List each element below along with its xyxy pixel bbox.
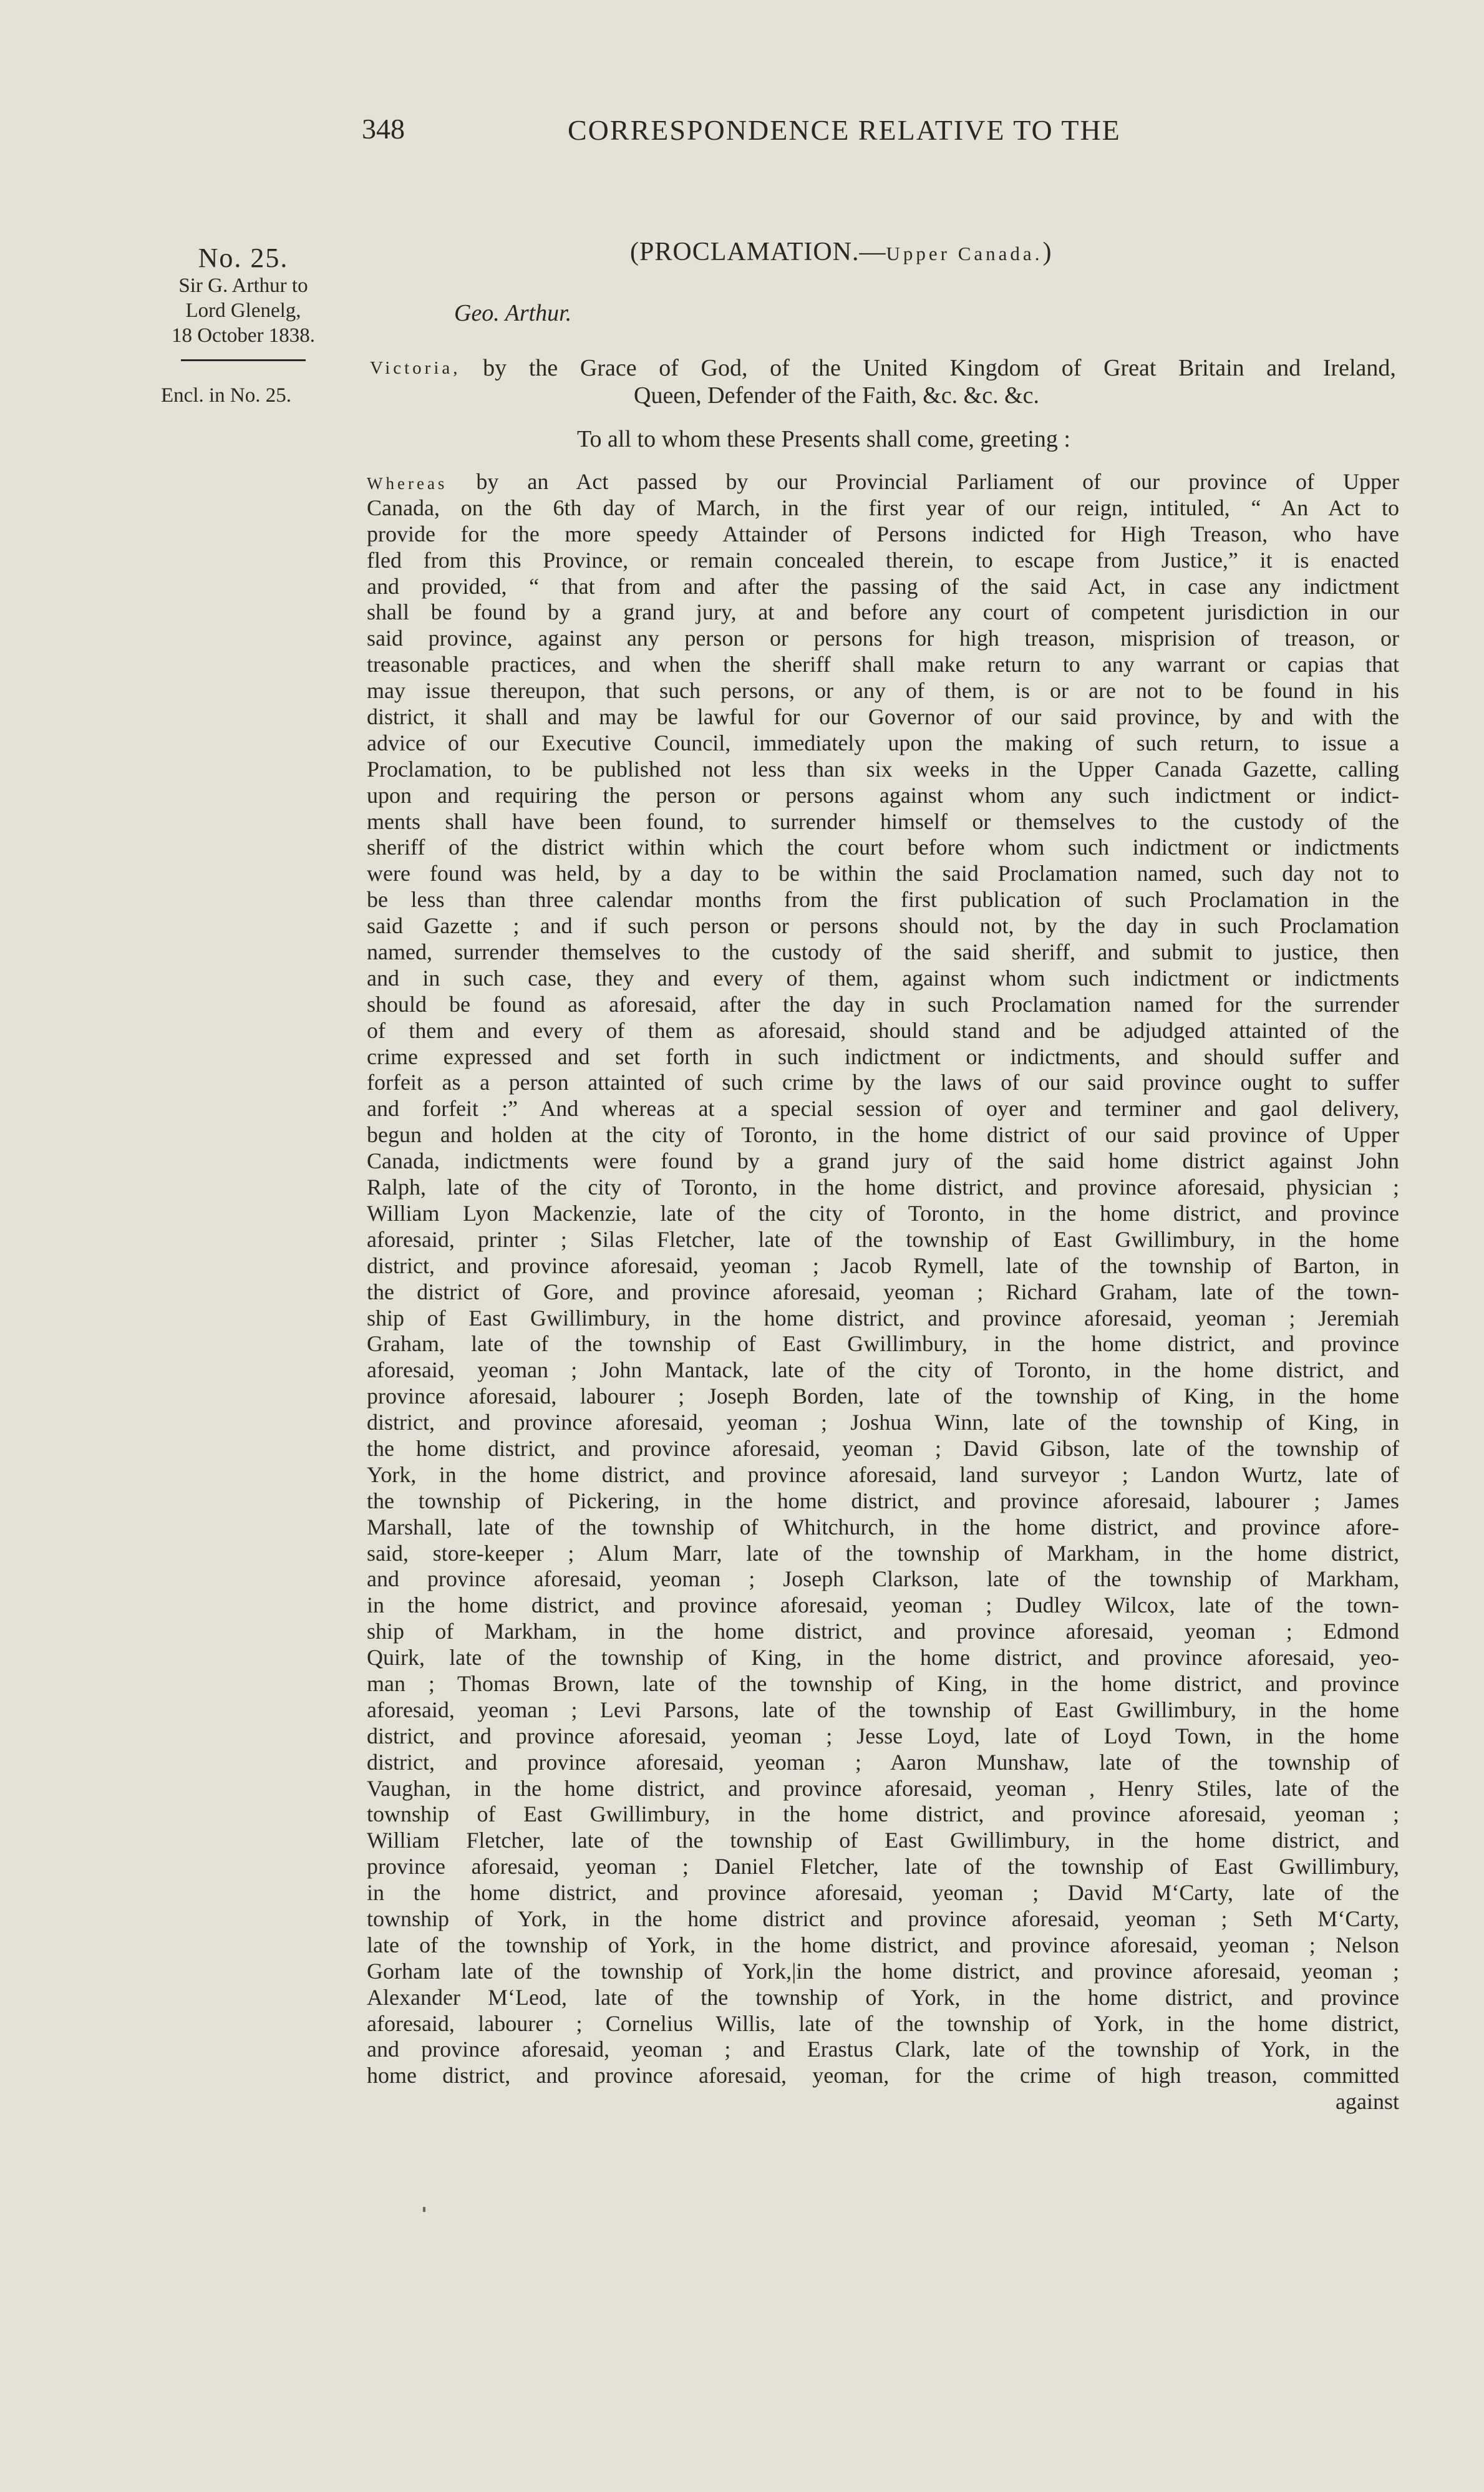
body-line: provide for the more speedy Attainder of Persons indicted for High Treason, who have	[367, 521, 1399, 546]
body-line: forfeit as a person attainted of such crime by the laws of our said province ought to suffer	[367, 1070, 1399, 1095]
royal-style-word: Grace	[580, 355, 637, 381]
royal-style-word: of	[770, 355, 790, 381]
royal-style-word: Ireland,	[1322, 355, 1396, 381]
royal-style-line-1	[370, 354, 1396, 382]
body-line: man ; Thomas Brown, late of the township of King, in the home district, and province	[367, 1670, 1399, 1696]
body-line: and forfeit :” And whereas at a special session of oyer and terminer and gaol delivery,	[367, 1096, 1399, 1122]
margin-rule	[181, 359, 306, 361]
body-line: Quirk, late of the township of King, in the home district, and province aforesaid, yeo-	[367, 1645, 1399, 1670]
body-line: Gorham late of the township of York,|in the home district, and province aforesaid, yeoman ;	[367, 1958, 1399, 1984]
proclamation-heading	[630, 237, 1052, 267]
body-line: should be found as aforesaid, after the day in such Proclamation named for the surrender	[367, 991, 1399, 1017]
body-line: aforesaid, printer ; Silas Fletcher, late of the township of East Gwillimbury, in the home	[367, 1226, 1399, 1252]
body-line: shall be found by a grand jury, at and before any court of competent jurisdiction in our	[367, 599, 1399, 625]
royal-style-word: Kingdom	[949, 355, 1040, 381]
body-line: upon and requiring the person or persons against whom any such indictment or indict-	[367, 782, 1399, 808]
body-line-text: by an Act passed by our Provincial Parliament of our province of Upper	[447, 469, 1399, 494]
royal-style-word: Britain	[1178, 355, 1244, 381]
heading-upper-canada: Upper Canada.	[886, 243, 1043, 264]
body-line: the district of Gore, and province aforesaid, yeoman ; Richard Graham, late of the town-	[367, 1279, 1399, 1304]
body-line: and province aforesaid, yeoman ; Joseph Clarkson, late of the township of Markham,	[367, 1566, 1399, 1592]
body-line: district, and province aforesaid, yeoman ; Jesse Loyd, late of Loyd Town, in the home	[367, 1723, 1399, 1748]
body-line: Ralph, late of the city of Toronto, in the home district, and province aforesaid, physician ;	[367, 1175, 1399, 1200]
royal-style	[370, 354, 1396, 409]
royal-style-word: Great	[1103, 355, 1157, 381]
royal-style-word: United	[863, 355, 928, 381]
body-line: province aforesaid, yeoman ; Daniel Fletcher, late of the township of East Gwillimbury,	[367, 1854, 1399, 1879]
body-line: Proclamation, to be published not less than six weeks in the Upper Canada Gazette, calling	[367, 756, 1399, 782]
body-line: named, surrender themselves to the custody of the said sheriff, and submit to justice, then	[367, 939, 1399, 965]
royal-style-word: by	[483, 355, 507, 381]
body-line: treasonable practices, and when the sheriff shall make return to any warrant or capias that	[367, 652, 1399, 677]
body-line: and in such case, they and every of them, against whom such indictment or indictments	[367, 965, 1399, 991]
body-line: township of East Gwillimbury, in the home district, and province aforesaid, yeoman ;	[367, 1801, 1399, 1827]
greeting: To all to whom these Presents shall come, greeting :	[577, 426, 1070, 452]
body-line: William Fletcher, late of the township of East Gwillimbury, in the home district, and	[367, 1828, 1399, 1853]
body-line: Canada, indictments were found by a grand jury of the said home district against John	[367, 1148, 1399, 1174]
margin-note	[131, 243, 356, 371]
margin-note-from: Sir G. Arthur to	[178, 274, 308, 297]
body-line: district, and province aforesaid, yeoman ; Aaron Munshaw, late of the township of	[367, 1749, 1399, 1775]
body-line: York, in the home district, and province aforesaid, land surveyor ; Landon Wurtz, late of	[367, 1462, 1399, 1487]
body-line: township of York, in the home district and province aforesaid, yeoman ; Seth M‘Carty,	[367, 1906, 1399, 1931]
page-speck	[423, 2207, 425, 2212]
body-line: district, and province aforesaid, yeoman ; Jacob Rymell, late of the township of Barton, in	[367, 1253, 1399, 1278]
body-line: district, and province aforesaid, yeoman ; Joshua Winn, late of the township of King, in	[367, 1410, 1399, 1435]
heading-open: (PROCLAMATION.—	[630, 238, 886, 266]
body-line: ship of East Gwillimbury, in the home district, and province aforesaid, yeoman ; Jeremiah	[367, 1305, 1399, 1331]
body-line: fled from this Province, or remain concealed therein, to escape from Justice,” it is enacted	[367, 547, 1399, 573]
body-line: aforesaid, labourer ; Cornelius Willis, late of the township of York, in the home district,	[367, 2010, 1399, 2036]
body-line: the home district, and province aforesaid, yeoman ; David Gibson, late of the township of	[367, 1435, 1399, 1461]
body-line: and provided, “ that from and after the passing of the said Act, in case any indictment	[367, 573, 1399, 599]
body-line: Canada, on the 6th day of March, in the first year of our reign, intituled, “ An Act to	[367, 495, 1399, 520]
body-line: aforesaid, yeoman ; Levi Parsons, late of the township of East Gwillimbury, in the home	[367, 1697, 1399, 1722]
margin-note-number: No. 25.	[198, 243, 289, 273]
running-title: CORRESPONDENCE RELATIVE TO THE	[568, 114, 1121, 146]
royal-style-line-2: Queen, Defender of the Faith, &c. &c. &c.	[634, 382, 1039, 409]
body-line: sheriff of the district within which the court before whom such indictment or indictments	[367, 835, 1399, 860]
page-number: 348	[362, 113, 405, 145]
margin-note-to: Lord Glenelg,	[185, 299, 301, 322]
body-line: crime expressed and set forth in such indictment or indictments, and should suffer and	[367, 1044, 1399, 1069]
body-line: aforesaid, yeoman ; John Mantack, late of the city of Toronto, in the home district, and	[367, 1357, 1399, 1383]
body-line: of them and every of them as aforesaid, should stand and be adjudged attainted of the	[367, 1017, 1399, 1043]
enclosure-note: Encl. in No. 25.	[161, 384, 291, 407]
victoria-name: Victoria,	[370, 358, 461, 378]
margin-note-date: 18 October 1838.	[171, 324, 316, 347]
body-line: late of the township of York, in the home district, and province aforesaid, yeoman ; Nelson	[367, 1932, 1399, 1957]
royal-style-word: and	[1266, 355, 1301, 381]
signature: Geo. Arthur.	[454, 300, 572, 326]
body-line: province aforesaid, labourer ; Joseph Borden, late of the township of King, in the home	[367, 1384, 1399, 1409]
royal-style-word: of	[659, 355, 679, 381]
body-line: be less than three calendar months from the first publication of such Proclamation in the	[367, 887, 1399, 913]
body-line: William Lyon Mackenzie, late of the city of Toronto, in the home district, and province	[367, 1200, 1399, 1226]
first-word: Whereas	[367, 474, 448, 493]
body-line: Graham, late of the township of East Gwillimbury, in the home district, and province	[367, 1331, 1399, 1357]
body-line: begun and holden at the city of Toronto, in the home district of our said province of Upper	[367, 1122, 1399, 1148]
body-line: said, store-keeper ; Alum Marr, late of the township of Markham, in the home district,	[367, 1540, 1399, 1566]
body-line: and province aforesaid, yeoman ; and Erastus Clark, late of the township of York, in the	[367, 2037, 1399, 2062]
body-line: in the home district, and province aforesaid, yeoman ; Dudley Wilcox, late of the town-	[367, 1593, 1399, 1618]
body-line: said province, against any person or persons for high treason, misprision of treason, or	[367, 626, 1399, 651]
body-line: the township of Pickering, in the home district, and province aforesaid, labourer ; James	[367, 1488, 1399, 1513]
body-line: against	[1336, 2089, 1399, 2115]
body-line: Vaughan, in the home district, and province aforesaid, yeoman , Henry Stiles, late of the	[367, 1775, 1399, 1801]
body-line	[367, 469, 1399, 495]
body-line: were found was held, by a day to be within the said Proclamation named, such day not to	[367, 861, 1399, 886]
proclamation-body	[367, 469, 1399, 2115]
body-line: said Gazette ; and if such person or persons should not, by the day in such Proclamation	[367, 913, 1399, 939]
body-line: in the home district, and province aforesaid, yeoman ; David M‘Carty, late of the	[367, 1880, 1399, 1906]
royal-style-word: God,	[701, 355, 748, 381]
royal-style-word: of	[1061, 355, 1082, 381]
body-line: ship of Markham, in the home district, and province aforesaid, yeoman ; Edmond	[367, 1619, 1399, 1644]
heading-close: )	[1042, 238, 1052, 266]
body-line: home district, and province aforesaid, yeoman, for the crime of high treason, committed	[367, 2063, 1399, 2088]
royal-style-word: the	[812, 355, 841, 381]
body-line: advice of our Executive Council, immediately upon the making of such return, to issue a	[367, 730, 1399, 755]
body-line: ments shall have been found, to surrender himself or themselves to the custody of the	[367, 808, 1399, 834]
body-line: may issue thereupon, that such persons, or any of them, is or are not to be found in his	[367, 678, 1399, 704]
royal-style-word: the	[528, 355, 558, 381]
body-line: Marshall, late of the township of Whitchurch, in the home district, and province afore-	[367, 1514, 1399, 1539]
body-line: Alexander M‘Leod, late of the township of York, in the home district, and province	[367, 1984, 1399, 2010]
body-line: district, it shall and may be lawful for our Governor of our said province, by and with the	[367, 704, 1399, 730]
